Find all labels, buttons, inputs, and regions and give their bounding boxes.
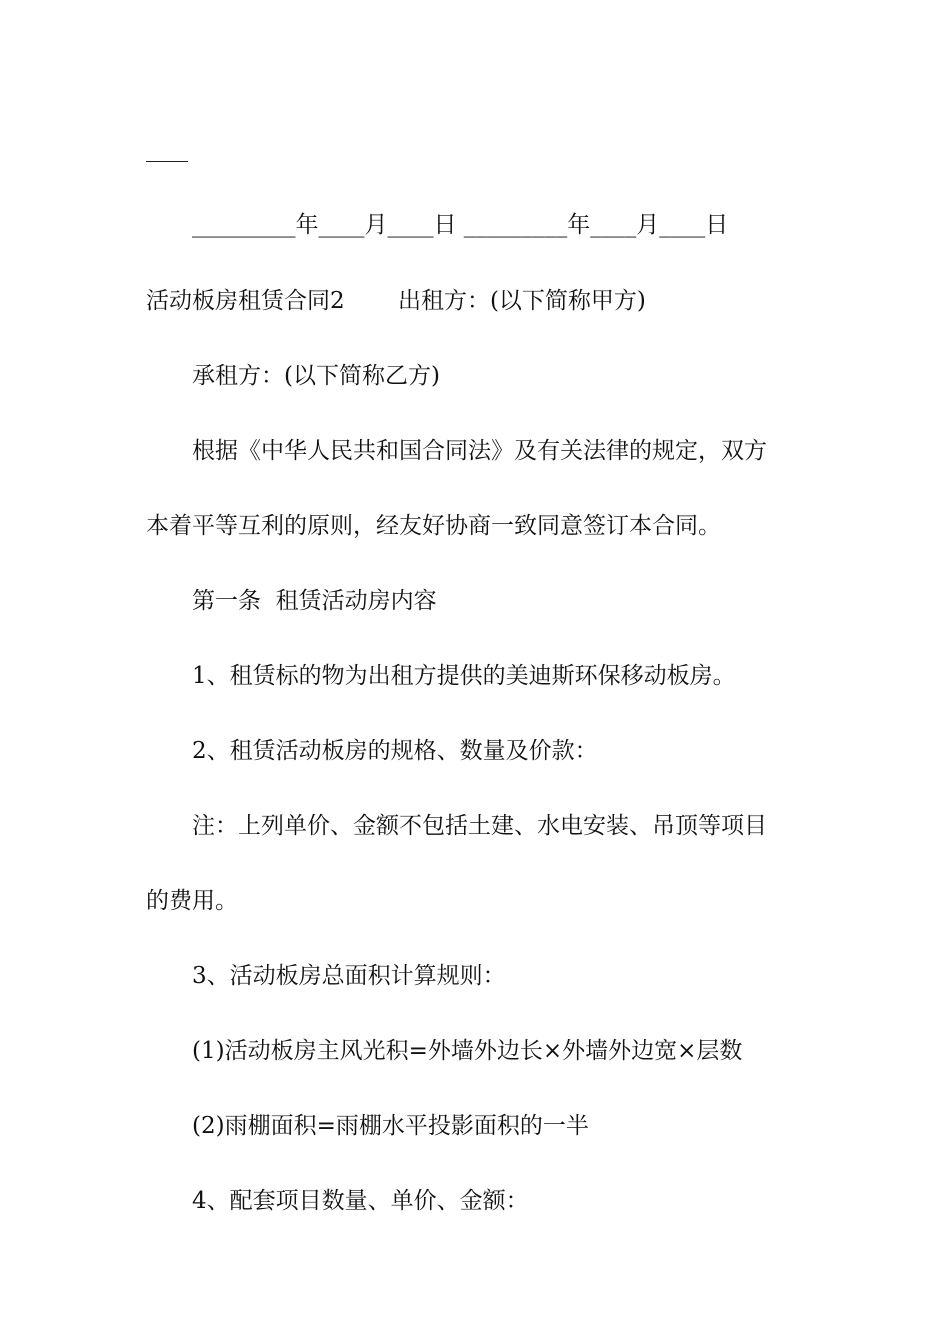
rule-1-line: (1)活动板房主风光积=外墙外边长×外墙外边宽×层数: [192, 1038, 743, 1064]
basis-paragraph-line-2: 本着平等互利的原则，经友好协商一致同意签订本合同。: [146, 513, 721, 539]
item-2-line: 2、租赁活动板房的规格、数量及价款：: [192, 738, 598, 764]
note-line-1: 注：上列单价、金额不包括土建、水电安装、吊顶等项目: [192, 813, 767, 839]
article-1-heading: 第一条 租赁活动房内容: [192, 588, 437, 614]
item-3-line: 3、活动板房总面积计算规则：: [192, 963, 506, 989]
rule-2-line: (2)雨棚面积=雨棚水平投影面积的一半: [192, 1113, 589, 1139]
note-line-2: 的费用。: [146, 888, 238, 914]
basis-paragraph-line-1: 根据《中华人民共和国合同法》及有关法律的规定，双方: [192, 438, 767, 464]
item-4-line: 4、配套项目数量、单价、金额：: [192, 1188, 529, 1214]
party-b-line: 承租方：(以下简称乙方): [192, 363, 440, 389]
date-line: _________年____月____日 _________年____月____日: [192, 212, 729, 238]
title-line: 活动板房租赁合同2 出租方：(以下简称甲方): [146, 288, 646, 314]
top-signature-rule: [146, 161, 188, 162]
item-1-line: 1、租赁标的物为出租方提供的美迪斯环保移动板房。: [192, 663, 736, 689]
